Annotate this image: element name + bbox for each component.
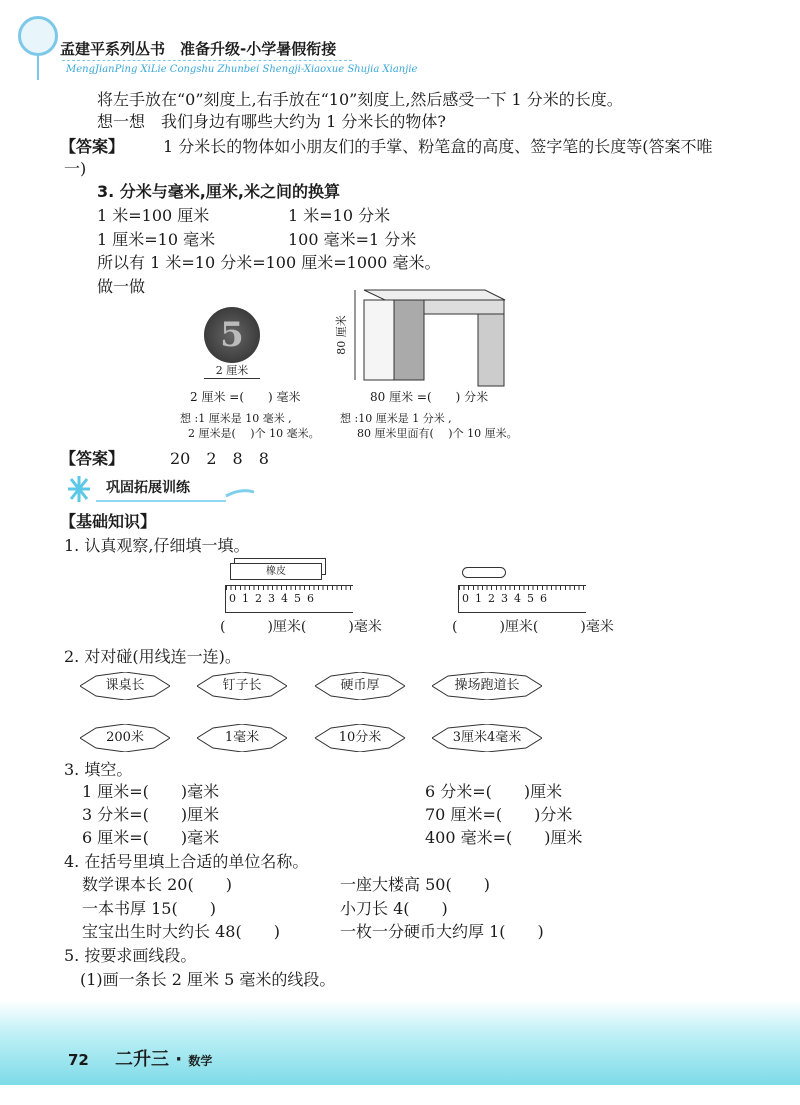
card-label: 10分米 [338,730,382,745]
card-label: 1毫米 [224,730,260,745]
question-5: 5. 按要求画线段。 [64,946,197,965]
header-pinyin: MengJianPing XiLie Congshu Zhunbei Shengji-Xiaoxue Shujia Xianjie [66,64,418,75]
match-card[interactable] [197,724,287,752]
equation: 1 厘米=10 毫米 [97,230,216,249]
footer-band [0,1000,800,1085]
intro-line: 将左手放在“0”刻度上,右手放在“10”刻度上,然后感受一下 1 分米的长度。 [97,90,623,109]
card-label: 课桌长 [105,678,145,693]
desk-image [350,280,510,390]
match-card[interactable] [315,672,405,700]
unit-blank-item: 一枚一分硬币大约厚 1( ) [340,922,544,941]
unit-blank-item: 数学课本长 20( ) [82,875,232,894]
ruler: 0123456 [225,585,353,613]
answer-text: 1 分米长的物体如小朋友们的手掌、粉笔盒的高度、签字笔的长度等(答案不唯 [163,137,713,156]
page-number: 72 [68,1051,89,1069]
unit-blank-item: 小刀长 4( ) [340,898,448,918]
fill-blank-item: 1 厘米=( )毫米 [82,782,220,801]
summary: 所以有 1 米=10 分米=100 厘米=1000 毫米。 [97,253,441,272]
fill-blank-item: 3 分米=( )厘米 [82,805,220,824]
blank-answer: ( )厘米( )毫米 [220,619,382,635]
section-title: 3. 分米与毫米,厘米,米之间的换算 [97,182,340,201]
equation: 1 米=10 分米 [288,206,391,225]
hint: 想 :10 厘米是 1 分米 , [340,412,452,425]
think-question: 想一想 我们身边有哪些大约为 1 分米长的物体? [97,112,446,131]
card-label: 硬币厚 [340,678,380,693]
equation: 1 米=100 厘米 [97,206,210,225]
unit-blank-item: 一座大楼高 50( ) [340,875,490,894]
subsection-label: 【基础知识】 [60,512,157,531]
desk-height-label: 80 厘米 [334,315,348,355]
blank-answer: ( )厘米( )毫米 [452,619,614,635]
footer-book: 二升三 · 数学 [115,1049,213,1070]
question-5-1: (1)画一条长 2 厘米 5 毫米的线段。 [80,970,336,989]
desk-question: 80 厘米 =( ) 分米 [370,390,489,404]
question-2: 2. 对对碰(用线连一连)。 [64,647,241,666]
match-card[interactable] [432,672,542,700]
publisher-logo [18,16,58,56]
ruler: 0123456 [458,585,586,613]
card-label: 操场跑道长 [454,678,520,693]
answer-values: 20 2 8 8 [170,449,269,468]
question-3: 3. 填空。 [64,760,133,779]
card-label: 200米 [106,730,144,745]
coin-image: 5 [204,307,260,363]
unit-blank-item: 宝宝出生时大约长 48( ) [82,922,280,941]
match-card[interactable] [315,724,405,752]
hint: 2 厘米是( )个 10 毫米。 [188,427,320,440]
practice-label: 做一做 [97,277,146,296]
match-card[interactable] [197,672,287,700]
header-title: 孟建平系列丛书 准备升级-小学暑假衔接 [60,40,337,58]
eraser-image: 橡皮 [230,563,322,580]
coin-question: 2 厘米 =( ) 毫米 [190,390,301,404]
unit-blank-item: 一本书厚 15( ) [82,898,216,918]
banner-title: 巩固拓展训练 [106,480,190,496]
hint: 80 厘米里面有( )个 10 厘米。 [357,427,518,440]
match-card[interactable] [80,672,170,700]
card-label: 3厘米4毫米 [452,730,522,745]
equation: 100 毫米=1 分米 [288,230,417,249]
fill-blank-item: 6 厘米=( )毫米 [82,828,220,847]
coin-width-label: 2 厘米 [204,364,260,379]
paperclip-image [462,567,506,578]
fill-blank-item: 6 分米=( )厘米 [425,782,563,801]
hint: 想 :1 厘米是 10 毫米 , [180,412,292,425]
header-divider [62,60,352,61]
answer-text-cont: 一) [64,159,87,178]
question-1: 1. 认真观察,仔细填一填。 [64,536,250,555]
answer-label: 【答案】 [60,137,125,156]
logo-decoration [37,56,39,80]
match-card[interactable] [432,724,542,752]
question-4: 4. 在括号里填上合适的单位名称。 [64,852,309,871]
card-label: 钉子长 [222,678,262,693]
answer-label: 【答案】 [60,449,125,468]
fill-blank-item: 400 毫米=( )厘米 [425,828,583,847]
fill-blank-item: 70 厘米=( )分米 [425,805,573,824]
match-card[interactable] [80,724,170,752]
